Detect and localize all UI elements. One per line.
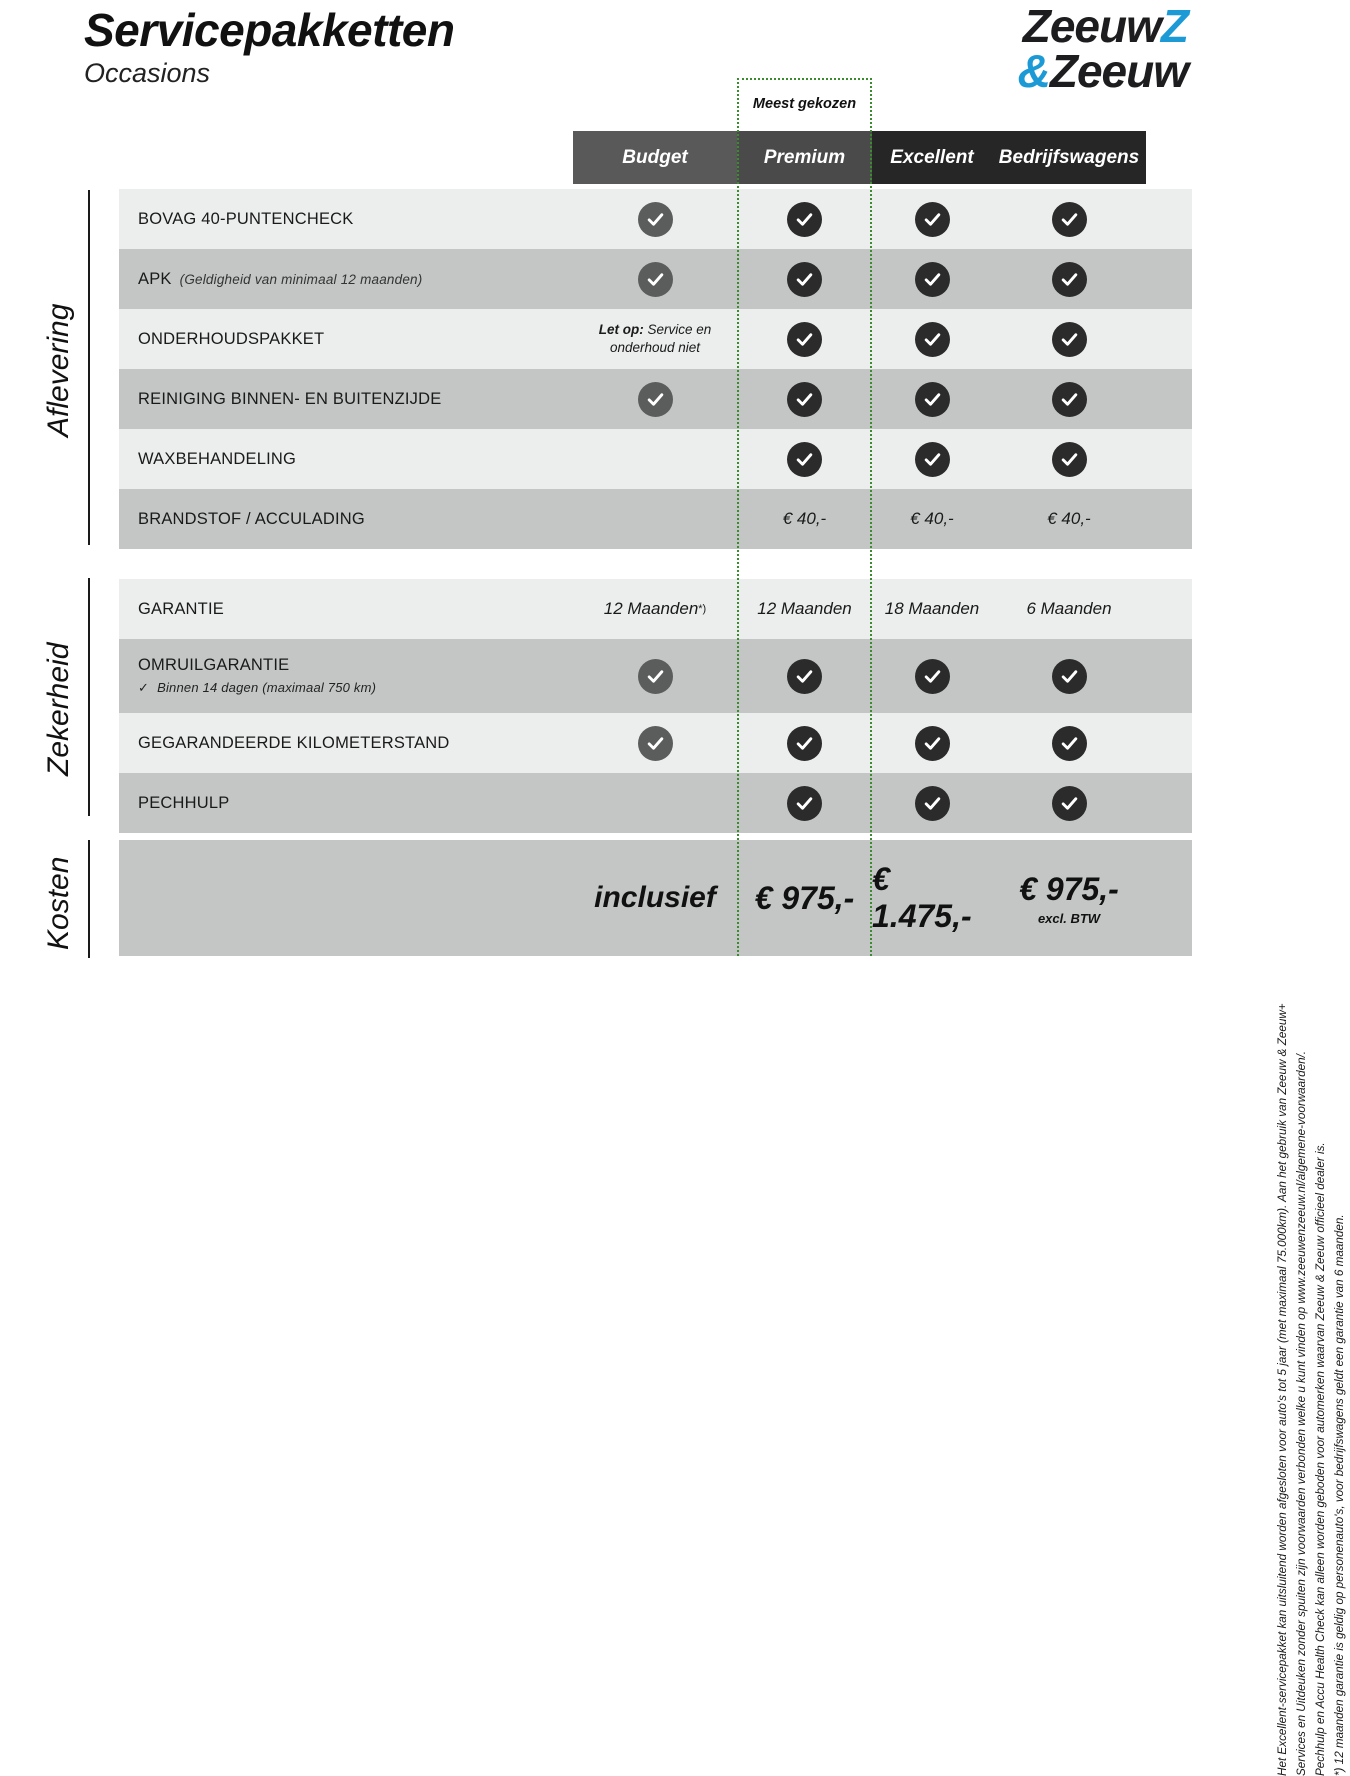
check-icon — [787, 442, 822, 477]
logo-line-2 — [1017, 45, 1188, 98]
budget-onderhoud-note — [573, 321, 737, 356]
section-rule-aflevering — [88, 190, 90, 545]
brandstof-excellent-value: € 40,- — [910, 509, 954, 528]
cell-excellent — [872, 249, 992, 309]
check-icon — [638, 382, 673, 417]
cell-premium — [737, 489, 872, 549]
cell-premium — [737, 309, 872, 369]
garantie-premium-value: 12 Maanden — [757, 599, 852, 618]
row-cells — [573, 773, 1146, 833]
check-icon — [915, 262, 950, 297]
cell-bedrijfswagens — [992, 429, 1146, 489]
table-row — [119, 579, 1192, 639]
check-icon — [787, 202, 822, 237]
brandstof-premium-value: € 40,- — [782, 509, 827, 528]
row-label-text: WAXBEHANDELING — [138, 449, 297, 468]
check-icon — [1052, 442, 1087, 477]
cell-excellent — [872, 639, 992, 713]
table-row — [119, 773, 1192, 833]
cell-bedrijfswagens — [992, 489, 1146, 549]
table-row — [119, 369, 1192, 429]
row-cells — [573, 249, 1146, 309]
column-header-premium: Premium — [737, 131, 872, 184]
page-subtitle: Occasions — [84, 58, 211, 89]
cost-excellent-value: € 1.475,- — [872, 861, 972, 934]
brandstof-bedrijfswagens-value: € 40,- — [1047, 509, 1091, 528]
cell-premium — [737, 773, 872, 833]
check-icon — [915, 726, 950, 761]
cell-premium — [737, 429, 872, 489]
cell-budget — [573, 639, 737, 713]
check-icon — [638, 262, 673, 297]
cost-bedrijfswagens-note: excl. BTW — [1037, 910, 1101, 926]
section-label-kosten: Kosten — [42, 856, 75, 950]
check-icon — [1052, 659, 1087, 694]
cell-budget — [573, 713, 737, 773]
check-icon — [1052, 322, 1087, 357]
page-title: Servicepakketten — [84, 4, 455, 56]
check-icon — [1052, 726, 1087, 761]
cell-excellent — [872, 309, 992, 369]
fineprint-block — [1274, 952, 1350, 1776]
cell-premium — [737, 713, 872, 773]
logo-text-zeeuw: Zeeuw — [1022, 0, 1161, 52]
garantie-budget-footnote-marker: *) — [698, 603, 707, 615]
page-title-block — [84, 6, 454, 89]
cell-budget — [573, 249, 737, 309]
cost-band — [119, 840, 1192, 956]
row-label-onderhoudspakket — [138, 309, 324, 369]
budget-onderhoud-note-rest: Service en onderhoud niet — [609, 322, 712, 355]
fineprint-line-1: Het Excellent-servicepakket kan uitsluitend worden afgesloten voor auto's tot 5 jaar (met maximaal 75.000km). Aan het gebruik van Zeeuw & Zeeuw+ — [1276, 1003, 1289, 1776]
check-icon — [1052, 202, 1087, 237]
section-label-aflevering: Aflevering — [42, 303, 75, 437]
section-label-zekerheid: Zekerheid — [42, 642, 75, 777]
check-icon — [915, 382, 950, 417]
row-label-wax — [138, 429, 296, 489]
table-row — [119, 713, 1192, 773]
table-row — [119, 249, 1192, 309]
row-label-text: BRANDSTOF / ACCULADING — [138, 509, 365, 528]
row-label-text: PECHHULP — [138, 793, 230, 812]
cost-premium-value: € 975,- — [754, 879, 855, 916]
section-rule-kosten — [88, 840, 90, 958]
row-label-omruilgarantie — [138, 639, 376, 713]
cell-premium — [737, 189, 872, 249]
cell-excellent — [872, 429, 992, 489]
check-icon — [787, 322, 822, 357]
feature-table — [119, 189, 1192, 833]
cell-excellent — [872, 579, 992, 639]
cell-premium — [737, 579, 872, 639]
cell-budget — [573, 489, 737, 549]
section-rule-zekerheid — [88, 578, 90, 816]
row-label-apk — [138, 249, 422, 309]
row-label-garantie — [138, 579, 224, 639]
cost-budget — [573, 840, 737, 956]
cell-budget — [573, 309, 737, 369]
row-cells — [573, 369, 1146, 429]
garantie-budget-value: 12 Maanden — [603, 599, 699, 618]
column-header-excellent: Excellent — [872, 131, 992, 184]
check-icon — [787, 786, 822, 821]
cell-bedrijfswagens — [992, 309, 1146, 369]
budget-onderhoud-note-strong: Let op: — [598, 322, 644, 338]
table-row — [119, 189, 1192, 249]
column-header-budget: Budget — [573, 131, 737, 184]
row-label-text: APK — [138, 269, 172, 288]
row-label-text: GEGARANDEERDE KILOMETERSTAND — [138, 733, 450, 752]
cell-bedrijfswagens — [992, 249, 1146, 309]
garantie-excellent-value: 18 Maanden — [884, 599, 980, 618]
cost-bedrijfswagens — [992, 840, 1146, 956]
table-row — [119, 639, 1192, 713]
cell-bedrijfswagens — [992, 713, 1146, 773]
fineprint-line-4: *) 12 maanden garantie is geldig op personenauto's, voor bedrijfswagens geldt een garantie van 6 maanden. — [1332, 1214, 1346, 1776]
row-cells — [573, 489, 1146, 549]
cost-excellent — [872, 840, 992, 956]
table-row — [119, 309, 1192, 369]
cell-budget — [573, 369, 737, 429]
cell-excellent — [872, 369, 992, 429]
check-icon — [787, 262, 822, 297]
logo-text-zeeuw-2: Zeeuw — [1049, 45, 1188, 98]
row-cells — [573, 713, 1146, 773]
column-header-row — [573, 131, 1146, 184]
cell-bedrijfswagens — [992, 189, 1146, 249]
row-label-text: OMRUILGARANTIE — [138, 656, 290, 674]
cell-bedrijfswagens — [992, 579, 1146, 639]
check-icon — [638, 659, 673, 694]
logo-ampersand: & — [1017, 45, 1050, 98]
cell-bedrijfswagens — [992, 773, 1146, 833]
cell-excellent — [872, 489, 992, 549]
check-icon — [638, 202, 673, 237]
most-chosen-badge: Meest gekozen — [752, 96, 857, 112]
check-icon — [1052, 786, 1087, 821]
cell-budget — [573, 429, 737, 489]
check-icon — [915, 786, 950, 821]
check-icon — [915, 322, 950, 357]
cell-budget — [573, 189, 737, 249]
row-label-bovag — [138, 189, 354, 249]
check-icon — [1052, 262, 1087, 297]
row-label-text: GARANTIE — [138, 599, 224, 618]
check-icon — [787, 382, 822, 417]
zeeuw-zeeuw-logo — [1017, 0, 1188, 98]
section-spacer — [119, 549, 1192, 579]
row-label-pechhulp — [138, 773, 229, 833]
row-cells — [573, 639, 1146, 713]
cost-cells — [573, 840, 1146, 956]
cell-excellent — [872, 773, 992, 833]
cell-bedrijfswagens — [992, 639, 1146, 713]
cost-premium — [737, 840, 872, 956]
row-cells — [573, 189, 1146, 249]
check-small-icon: ✓ — [138, 680, 150, 695]
cell-premium — [737, 249, 872, 309]
check-icon — [1052, 382, 1087, 417]
fineprint-line-2: Services en Uitdeuken zonder spuiten zijn voorwaarden verbonden welke u kunt vinden op www.zeeuwenzeeuw.nl/algemene-voorwaarden/. — [1294, 1050, 1308, 1776]
check-icon — [787, 659, 822, 694]
logo-swoosh-z: Z — [1160, 0, 1188, 52]
cell-premium — [737, 639, 872, 713]
cell-premium — [737, 369, 872, 429]
garantie-bedrijfswagens-value: 6 Maanden — [1026, 599, 1112, 618]
row-label-note: (Geldigheid van minimaal 12 maanden) — [179, 271, 423, 287]
logo-line-1 — [1018, 0, 1188, 52]
row-label-text: BOVAG 40-PUNTENCHECK — [138, 209, 354, 228]
cell-excellent — [872, 713, 992, 773]
check-icon — [787, 726, 822, 761]
row-label-text: REINIGING BINNEN- EN BUITENZIJDE — [138, 389, 442, 408]
cell-excellent — [872, 189, 992, 249]
check-icon — [915, 659, 950, 694]
cost-bedrijfswagens-value: € 975,- — [1019, 870, 1119, 907]
row-cells — [573, 309, 1146, 369]
row-label-kilometerstand — [138, 713, 450, 773]
check-icon — [915, 202, 950, 237]
row-label-brandstof — [138, 489, 365, 549]
fineprint-line-3: Pechhulp en Accu Health Check kan alleen worden geboden voor automerken waarvan Zeeuw & Zeeuw officieel dealer is. — [1313, 1142, 1327, 1776]
row-label-text: ONDERHOUDSPAKKET — [138, 329, 325, 348]
row-cells — [573, 579, 1146, 639]
row-label-reiniging — [138, 369, 441, 429]
cell-budget — [573, 579, 737, 639]
cell-budget — [573, 773, 737, 833]
table-row — [119, 429, 1192, 489]
check-icon — [638, 726, 673, 761]
column-header-bedrijfswagens: Bedrijfswagens — [992, 131, 1146, 184]
check-icon — [915, 442, 950, 477]
row-label-sub-text: Binnen 14 dagen (maximaal 750 km) — [157, 680, 377, 695]
table-row — [119, 489, 1192, 549]
row-cells — [573, 429, 1146, 489]
cell-bedrijfswagens — [992, 369, 1146, 429]
cost-budget-value: inclusief — [594, 881, 716, 914]
row-label-sub — [138, 680, 376, 696]
